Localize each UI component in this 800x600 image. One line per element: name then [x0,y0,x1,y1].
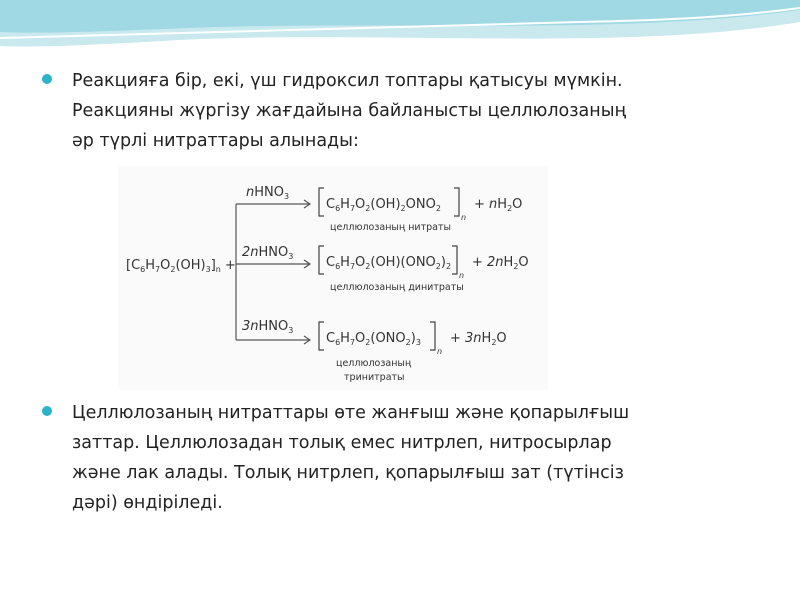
reagent-1: nHNO$_3$ [246,185,290,201]
product-3-n: n [437,347,443,356]
product-3: $C_6H_7O_2(ONO_2)_3$ [326,331,421,347]
product-2: $C_6H_7O_2(OH)(ONO_2)_2$ [326,255,452,271]
caption-3b: тринитраты [344,372,405,383]
reagent-2: 2nHNO$_3$ [242,245,294,261]
header-wave-decoration [0,0,800,60]
product-2-n: n [459,271,465,280]
reagent-3: 3nHNO$_3$ [242,319,294,335]
bullet-dot-icon [42,74,52,84]
text-line: Реакцияға бір, екі, үш гидроксил топтары қатысуы мүмкін. [72,71,623,91]
water-3: + $3nH_2O$ [450,331,507,347]
product-1-n: n [461,213,467,222]
text-line: және лак алады. Толық нитрлеп, қопарылғыш зат (түтінсіз [72,463,624,483]
bullet-paragraph-2 [42,398,762,518]
water-1: + $nH_2O$ [474,197,523,213]
water-2: + $2nH_2O$ [472,255,529,271]
caption-2: целлюлозаның динитраты [330,282,464,293]
text-line: заттар. Целлюлозадан толық емес нитрлеп, нитросырлар [72,433,612,453]
text-line: Реакцияны жүргізу жағдайына байланысты целлюлозаның [72,101,627,121]
bullet-text-2 [72,398,762,518]
bullet-paragraph-1 [42,66,762,156]
text-line: Целлюлозаның нитраттары өте жанғыш және қопарылғыш [72,403,630,423]
text-line: әр түрлі нитраттары алынады: [72,131,359,151]
bullet-text-1 [72,66,762,156]
reaction-scheme-figure [118,166,548,390]
caption-3a: целлюлозаның [336,358,412,369]
product-1: $C_6H_7O_2(OH)_2ONO_2$ [326,197,441,213]
reactant-formula: $[C_6H_7O_2(OH)_3]_n$ + [126,258,236,274]
bullet-dot-icon [42,406,52,416]
text-line: дәрі) өндіріледі. [72,493,223,513]
caption-1: целлюлозаның нитраты [330,222,452,233]
